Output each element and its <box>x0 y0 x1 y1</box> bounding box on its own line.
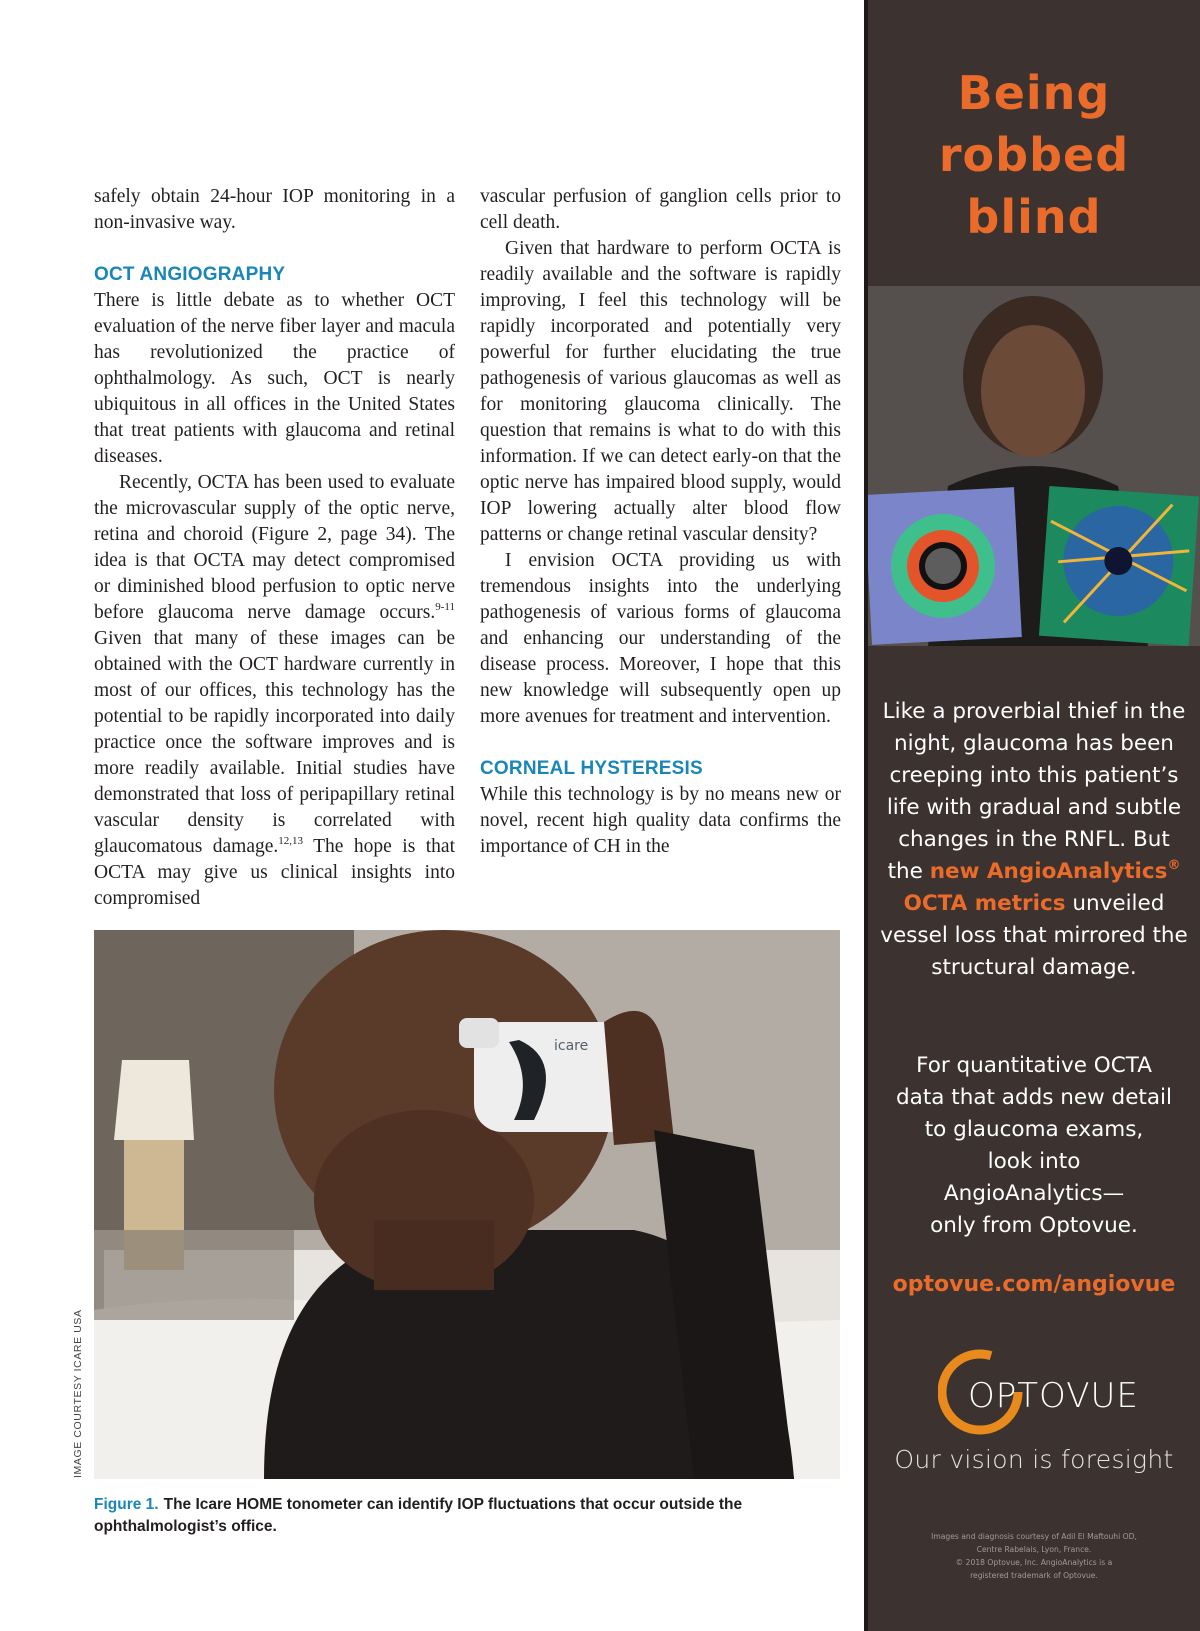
section-heading-oct-angiography: OCT ANGIOGRAPHY <box>94 264 286 285</box>
figure-photo-tonometer <box>94 930 840 1479</box>
ad-photo-patient <box>868 286 1200 646</box>
ad-body-copy: Like a proverbial thief in the night, glaucoma has been creeping into this patient’s life with gradual and subtle changes in the RNFL. But the new AngioAnalytics® OCTA metrics unveiled vessel loss that mirrored the structural damage. <box>880 699 1188 980</box>
left-column <box>94 184 455 912</box>
advertisement <box>864 0 1200 1631</box>
section-heading-corneal-hysteresis: CORNEAL HYSTERESIS <box>480 758 703 779</box>
ad-tagline: Our vision is foresight <box>894 1445 1174 1474</box>
right-column <box>480 184 841 860</box>
svg-text:OPTOVUE: OPTOVUE <box>968 1376 1138 1416</box>
paragraph: Given that hardware to perform OCTA is readily available and the software is rapidly improving, I feel this technology will be rapidly incorporated and potentially very powerful for further elucidating the true pathogenesis of various glaucomas as well as for monitoring glaucoma clinically. The question that remains is what to do with this information. If we can detect early-on that the optic nerve has impaired blood supply, would IOP lowering actually alter blood flow patterns or change retinal vascular density? <box>480 238 841 545</box>
ad-body-copy-2: For quantitative OCTA data that adds new detail to glaucoma exams, look into AngioAnalytics— only from Optovue. <box>896 1053 1172 1238</box>
paragraph: vascular perfusion of ganglion cells prior to cell death. <box>480 186 841 233</box>
figure-label: Figure 1. <box>94 1496 159 1513</box>
paragraph: While this technology is by no means new or novel, recent high quality data confirms the importance of CH in the <box>480 784 841 857</box>
figure-caption <box>94 1494 814 1538</box>
ad-fine-print: Images and diagnosis courtesy of Adil El Maftouhi OD, Centre Rabelais, Lyon, France. © 2018 Optovue, Inc. AngioAnalytics is a registered trademark of Optovue. <box>931 1532 1137 1580</box>
paragraph: I envision OCTA providing us with tremendous insights into the underlying pathogenesis of various forms of glaucoma and enhancing our understanding of the disease process. Moreover, I hope that this new knowledge will subsequently open up more avenues for treatment and intervention. <box>480 550 841 727</box>
ad-url-link[interactable]: optovue.com/angiovue <box>892 1272 1176 1297</box>
paragraph: safely obtain 24-hour IOP monitoring in a non-invasive way. <box>94 186 455 233</box>
device-brand-label: icare <box>554 1038 589 1054</box>
caption-text: The Icare HOME tonometer can identify IOP fluctuations that occur outside the ophthalmologist’s office. <box>94 1496 743 1535</box>
ad-photo-illustration <box>868 286 1200 646</box>
paragraph: There is little debate as to whether OCT evaluation of the nerve fiber layer and macula has revolutionized the practice of ophthalmology. As such, OCT is nearly ubiquitous in all offices in the United States that treat patients with glaucoma and retinal diseases. <box>94 290 455 467</box>
article <box>94 0 841 1631</box>
image-credit: IMAGE COURTESY ICARE USA <box>72 1309 84 1478</box>
citation: 9-11 <box>435 601 455 613</box>
photo-illustration <box>94 930 840 1479</box>
ad-headline: Being robbed blind <box>938 66 1130 244</box>
citation: 12,13 <box>278 835 304 847</box>
paragraph: Recently, OCTA has been used to evaluate the microvascular supply of the optic nerve, retina and choroid (Figure 2, page 34). The idea is that OCTA may detect compromised or diminished blood perfusion to optic nerve before glaucoma nerve damage occurs.$^{9-11}$ Given that many of these images can be obtained with the OCT hardware currently in most of our offices, this technology has the potential to be rapidly incorporated into daily practice once the software improves and is more readily available. Initial studies have demonstrated that loss of peripapillary retinal vascular density is correlated with glaucomatous damage.$^{12,13}$ The hope is that OCTA may give us clinical insights into compromised <box>94 472 455 909</box>
optovue-logo <box>938 1342 1138 1442</box>
